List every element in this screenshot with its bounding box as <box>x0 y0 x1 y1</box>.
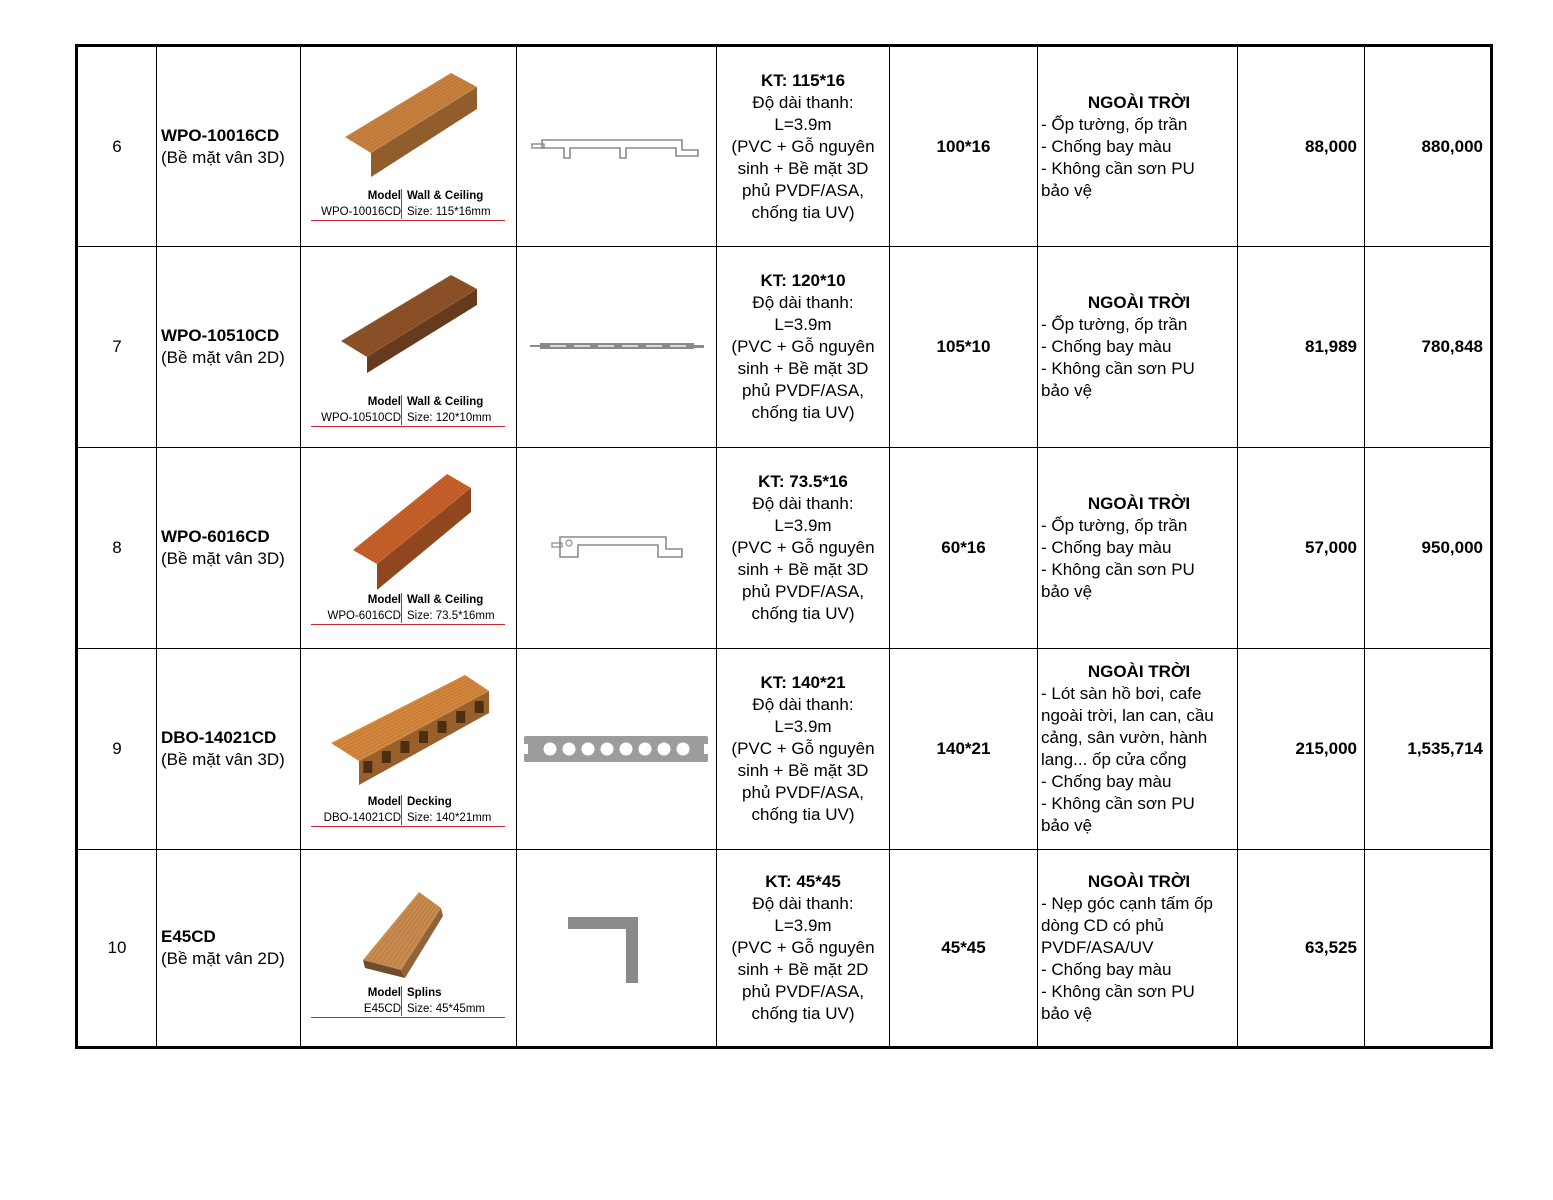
size-cell: 100*16 <box>890 46 1038 247</box>
image-caption <box>301 189 515 221</box>
caption-category: Wall & Ceiling <box>407 189 484 202</box>
surface-type: (Bề mặt vân 3D) <box>161 750 285 769</box>
caption-model-code: WPO-10510CD <box>321 412 401 424</box>
product-image-cell <box>301 247 517 448</box>
total-price: 880,000 <box>1365 46 1492 247</box>
table-row <box>77 247 1492 448</box>
spec-dimension: KT: 115*16 <box>760 70 846 90</box>
spec-line: Độ dài thanh: <box>752 894 854 913</box>
total-price: 1,535,714 <box>1365 649 1492 850</box>
surface-type: (Bề mặt vân 2D) <box>161 949 285 968</box>
usage-heading: NGOÀI TRỜI <box>1087 872 1191 891</box>
spec-cell <box>717 649 890 850</box>
row-number: 9 <box>77 649 157 850</box>
usage-line: bảo vệ <box>1041 180 1093 200</box>
profile-cell <box>517 46 717 247</box>
usage-line: - Không cần sơn PU <box>1041 359 1195 378</box>
wood-plank-image <box>301 249 515 409</box>
caption-model-label: Model <box>367 189 401 202</box>
usage-line: bảo vệ <box>1041 816 1093 835</box>
spec-line: sinh + Bề mặt 2D <box>737 960 869 979</box>
profile-cell <box>517 448 717 649</box>
spec-line: (PVC + Gỗ nguyên <box>731 938 875 957</box>
row-number: 6 <box>77 46 157 247</box>
row-number: 7 <box>77 247 157 448</box>
spec-line: chống tia UV) <box>751 202 855 222</box>
profile-cell <box>517 649 717 850</box>
spec-line: L=3.9m <box>774 315 832 334</box>
unit-price: 81,989 <box>1238 247 1365 448</box>
caption-category: Wall & Ceiling <box>407 594 484 606</box>
usage-line: bảo vệ <box>1041 381 1093 400</box>
caption-underline <box>311 426 505 427</box>
product-image-cell <box>301 448 517 649</box>
product-code: WPO-6016CD <box>161 527 270 546</box>
spec-dimension: KT: 45*45 <box>765 872 841 891</box>
caption-size: Size: 115*16mm <box>407 205 491 218</box>
spec-cell <box>717 247 890 448</box>
spec-line: Độ dài thanh: <box>752 293 854 312</box>
spec-line: chống tia UV) <box>751 1004 855 1023</box>
usage-line: bảo vệ <box>1041 1004 1093 1023</box>
size-cell: 105*10 <box>890 247 1038 448</box>
product-code: E45CD <box>161 927 216 946</box>
surface-type: (Bề mặt vân 2D) <box>161 348 285 367</box>
caption-underline <box>311 624 505 625</box>
usage-line: ngoài trời, lan can, cầu <box>1041 706 1214 725</box>
wood-plank-image <box>301 651 515 811</box>
usage-line: - Không cần sơn PU <box>1041 794 1195 813</box>
caption-model-code: WPO-6016CD <box>327 610 401 622</box>
usage-heading: NGOÀI TRỜI <box>1087 293 1191 312</box>
usage-line: - Ốp tường, ốp trần <box>1041 516 1188 535</box>
spec-line: sinh + Bề mặt 3D <box>737 158 869 178</box>
wood-plank-image <box>301 450 515 610</box>
unit-price: 63,525 <box>1238 850 1365 1048</box>
usage-line: - Chống bay màu <box>1041 136 1172 156</box>
product-image-cell <box>301 649 517 850</box>
product-table <box>75 44 1493 1049</box>
caption-model-label: Model <box>367 594 401 606</box>
wood-plank-image <box>301 49 515 209</box>
usage-line: - Chống bay màu <box>1041 772 1172 791</box>
usage-line: - Lót sàn hồ bơi, cafe <box>1041 684 1202 703</box>
usage-line: - Không cần sơn PU <box>1041 158 1195 178</box>
caption-model-label: Model <box>367 396 401 408</box>
spec-line: phủ PVDF/ASA, <box>742 783 864 802</box>
total-price: 950,000 <box>1365 448 1492 649</box>
image-caption <box>301 795 515 827</box>
product-code: WPO-10510CD <box>161 326 280 345</box>
spec-line: L=3.9m <box>774 114 832 134</box>
product-image <box>301 850 516 1046</box>
caption-category: Wall & Ceiling <box>407 396 484 408</box>
panel-profile-three-ribs-icon <box>522 102 712 192</box>
profile-cell <box>517 247 717 448</box>
caption-size: Size: 120*10mm <box>407 412 492 424</box>
unit-price: 88,000 <box>1238 46 1365 247</box>
usage-cell <box>1038 649 1238 850</box>
spec-dimension: KT: 140*21 <box>760 673 846 692</box>
usage-line: cảng, sân vườn, hành <box>1041 728 1208 747</box>
usage-line: PVDF/ASA/UV <box>1041 938 1154 957</box>
table-row <box>77 649 1492 850</box>
profile-cell <box>517 850 717 1048</box>
caption-size: Size: 45*45mm <box>407 1003 485 1015</box>
decking-profile-round-holes-icon <box>522 704 712 794</box>
spec-line: L=3.9m <box>774 717 832 736</box>
caption-category: Splins <box>407 987 442 999</box>
caption-model-code: DBO-14021CD <box>323 812 401 824</box>
row-number: 10 <box>77 850 157 1048</box>
image-caption <box>301 986 515 1018</box>
spec-line: chống tia UV) <box>751 805 855 824</box>
caption-model-code: WPO-10016CD <box>321 205 401 218</box>
usage-heading: NGOÀI TRỜI <box>1087 662 1191 681</box>
spec-dimension: KT: 73.5*16 <box>758 472 848 491</box>
product-code: DBO-14021CD <box>161 728 277 747</box>
image-caption <box>301 593 515 625</box>
surface-type: (Bề mặt vân 3D) <box>161 549 285 568</box>
caption-model-label: Model <box>367 796 401 808</box>
unit-price: 57,000 <box>1238 448 1365 649</box>
usage-line: bảo vệ <box>1041 582 1093 601</box>
spec-line: (PVC + Gỗ nguyên <box>731 739 875 758</box>
spec-line: Độ dài thanh: <box>752 92 854 112</box>
spec-line: sinh + Bề mặt 3D <box>737 761 869 780</box>
spec-line: chống tia UV) <box>751 403 855 422</box>
panel-profile-two-ribs-icon <box>522 503 712 593</box>
product-code-cell <box>157 247 301 448</box>
spec-line: sinh + Bề mặt 3D <box>737 560 869 579</box>
usage-line: - Ốp tường, ốp trần <box>1041 114 1188 134</box>
panel-profile-thin-hollow-icon <box>522 302 712 392</box>
spec-line: chống tia UV) <box>751 604 855 623</box>
caption-size: Size: 73.5*16mm <box>407 610 495 622</box>
usage-line: - Ốp tường, ốp trần <box>1041 315 1188 334</box>
spec-line: phủ PVDF/ASA, <box>742 381 864 400</box>
spec-line: phủ PVDF/ASA, <box>742 982 864 1001</box>
usage-line: - Chống bay màu <box>1041 960 1172 979</box>
product-image-cell <box>301 850 517 1048</box>
spec-line: Độ dài thanh: <box>752 494 854 513</box>
total-price <box>1365 850 1492 1048</box>
product-code-cell <box>157 46 301 247</box>
spec-cell <box>717 850 890 1048</box>
product-code-cell <box>157 448 301 649</box>
spec-line: phủ PVDF/ASA, <box>742 180 864 200</box>
spec-line: (PVC + Gỗ nguyên <box>731 538 875 557</box>
price-sheet <box>75 44 1490 1049</box>
spec-line: sinh + Bề mặt 3D <box>737 359 869 378</box>
usage-line: lang... ốp cửa cổng <box>1041 750 1187 769</box>
product-code-cell <box>157 649 301 850</box>
caption-model-label: Model <box>367 987 401 999</box>
caption-category: Decking <box>407 796 452 808</box>
corner-profile-l-shape-icon <box>522 903 712 993</box>
product-image <box>301 249 516 445</box>
product-code-cell <box>157 850 301 1048</box>
size-cell: 60*16 <box>890 448 1038 649</box>
spec-line: L=3.9m <box>774 516 832 535</box>
usage-heading: NGOÀI TRỜI <box>1087 494 1191 513</box>
table-row <box>77 46 1492 247</box>
spec-line: Độ dài thanh: <box>752 695 854 714</box>
usage-line: - Không cần sơn PU <box>1041 560 1195 579</box>
unit-price: 215,000 <box>1238 649 1365 850</box>
product-image <box>301 450 516 646</box>
spec-line: (PVC + Gỗ nguyên <box>731 337 875 356</box>
usage-line: - Chống bay màu <box>1041 538 1172 557</box>
total-price: 780,848 <box>1365 247 1492 448</box>
usage-line: - Nẹp góc cạnh tấm ốp <box>1041 894 1213 913</box>
size-cell: 45*45 <box>890 850 1038 1048</box>
product-image <box>301 49 516 245</box>
product-code: WPO-10016CD <box>161 125 280 145</box>
caption-model-code: E45CD <box>363 1003 401 1015</box>
usage-cell <box>1038 850 1238 1048</box>
product-image <box>301 651 516 847</box>
spec-line: L=3.9m <box>774 916 832 935</box>
usage-cell <box>1038 46 1238 247</box>
row-number: 8 <box>77 448 157 649</box>
table-row <box>77 850 1492 1048</box>
caption-underline <box>311 220 505 221</box>
caption-underline <box>311 826 505 827</box>
caption-size: Size: 140*21mm <box>407 812 492 824</box>
spec-line: phủ PVDF/ASA, <box>742 582 864 601</box>
surface-type: (Bề mặt vân 3D) <box>161 147 285 167</box>
spec-cell <box>717 46 890 247</box>
table-row <box>77 448 1492 649</box>
usage-cell <box>1038 448 1238 649</box>
usage-line: dòng CD có phủ <box>1041 916 1164 935</box>
usage-cell <box>1038 247 1238 448</box>
image-caption <box>301 395 515 427</box>
caption-underline <box>311 1017 505 1018</box>
spec-line: (PVC + Gỗ nguyên <box>731 136 875 156</box>
spec-cell <box>717 448 890 649</box>
usage-heading: NGOÀI TRỜI <box>1087 92 1191 112</box>
product-image-cell <box>301 46 517 247</box>
usage-line: - Không cần sơn PU <box>1041 982 1195 1001</box>
spec-dimension: KT: 120*10 <box>760 271 846 290</box>
usage-line: - Chống bay màu <box>1041 337 1172 356</box>
size-cell: 140*21 <box>890 649 1038 850</box>
